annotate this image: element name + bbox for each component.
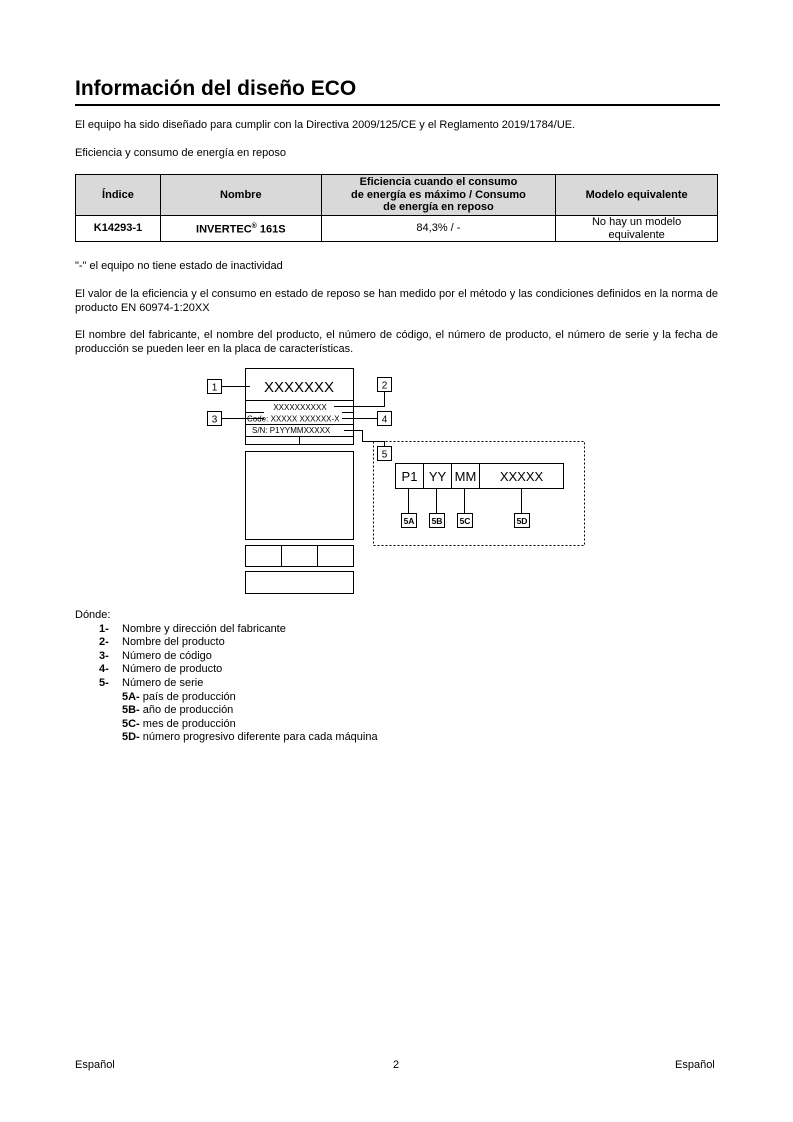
- legend-text: Número de producto: [122, 663, 223, 676]
- leader-5: [344, 431, 385, 447]
- cell-name-main: INVERTEC: [196, 223, 252, 236]
- footer-right: Español: [675, 1059, 715, 1071]
- footer-left: Español: [75, 1059, 115, 1071]
- plate-sn-text: S/N: P1YYMMXXXXX: [252, 426, 331, 435]
- legend-subcode: 5D-: [122, 731, 140, 744]
- serial-detail-frame: [374, 442, 585, 546]
- list-item: [75, 649, 212, 664]
- legend-subtext: mes de producción: [139, 717, 236, 730]
- serial-cell-yy: YY: [428, 469, 447, 484]
- section-subtitle: Eficiencia y consumo de energía en reposo: [75, 147, 286, 159]
- callout-label-4: 4: [381, 414, 388, 426]
- callout-label-1: 1: [211, 382, 218, 394]
- tag-label-5c: 5C: [459, 516, 471, 526]
- plate-bottom-box: [246, 572, 354, 594]
- legend-subcode: 5C-: [122, 717, 140, 730]
- plate-middle-box: [246, 452, 354, 540]
- legend-subtext: país de producción: [139, 690, 236, 703]
- legend-num: 4-: [99, 663, 109, 676]
- list-subitem: [75, 717, 236, 732]
- cell-index: K14293-1: [76, 216, 161, 242]
- legend-num: 5-: [99, 676, 109, 689]
- tag-label-5b: 5B: [431, 516, 443, 526]
- serial-cell-p1: P1: [401, 469, 418, 484]
- measurement-paragraph: El valor de la eficiencia y el consumo en estado de reposo se han medido por el método y las condiciones definidos en la norma de producto EN 60974-1:20XX: [75, 288, 718, 314]
- list-item: [75, 636, 225, 650]
- legend-subtext: año de producción: [139, 704, 234, 717]
- list-item: [75, 676, 204, 691]
- legend-heading: Dónde:: [75, 609, 111, 621]
- list-subitem: [75, 731, 378, 745]
- list-item: [75, 663, 223, 677]
- callout-label-5: 5: [381, 449, 388, 461]
- legend-subcode: 5A-: [122, 690, 140, 703]
- header-index: Índice: [76, 175, 161, 216]
- serial-cell-xxxxx: XXXXX: [499, 469, 544, 484]
- legend-text: Nombre del producto: [122, 636, 225, 649]
- header-efficiency-line3: de energía en reposo: [383, 201, 494, 214]
- legend-text: Número de serie: [122, 676, 204, 689]
- plate-paragraph: El nombre del fabricante, el nombre del producto, el número de código, el número de producto, el número de serie y la fecha de producción se pueden leer en la placa de características.: [75, 329, 718, 355]
- legend: [75, 609, 378, 745]
- serial-cell-mm: MM: [454, 469, 477, 484]
- plate-line1-text: XXXXXXXXXX: [273, 403, 327, 412]
- cell-model-line1: No hay un modelo: [591, 216, 682, 228]
- header-model: Modelo equivalente: [556, 175, 718, 216]
- header-efficiency-line1: Eficiencia cuando el consumo: [359, 176, 518, 189]
- cell-efficiency: 84,3% / -: [321, 216, 556, 242]
- list-subitem: [75, 690, 236, 705]
- legend-text: Número de código: [122, 649, 212, 662]
- legend-subtext: número progresivo diferente para cada máquina: [139, 731, 378, 744]
- callout-label-3: 3: [211, 414, 218, 426]
- cell-name-sup: ®: [251, 222, 257, 230]
- header-name: Nombre: [160, 175, 321, 216]
- legend-text: Nombre y dirección del fabricante: [122, 622, 286, 635]
- leader-2: [334, 392, 385, 407]
- list-item: [75, 622, 286, 637]
- callout-label-2: 2: [381, 380, 388, 392]
- list-subitem: [75, 704, 234, 718]
- legend-subcode: 5B-: [122, 704, 140, 717]
- tag-label-5a: 5A: [403, 516, 415, 526]
- cell-model-line2: equivalente: [608, 228, 665, 241]
- page-title: Información del diseño ECO: [75, 76, 720, 106]
- plate-lower-box: [246, 546, 354, 567]
- legend-num: 3-: [99, 649, 109, 662]
- inactivity-note: "-" el equipo no tiene estado de inactividad: [75, 260, 283, 272]
- plate-title-text: XXXXXXX: [263, 379, 335, 396]
- legend-num: 2-: [99, 636, 109, 649]
- legend-num: 1-: [99, 622, 109, 635]
- intro-text: El equipo ha sido diseñado para cumplir con la Directiva 2009/125/CE y el Reglamento 2019/1784/UE.: [75, 119, 576, 131]
- cell-name-suffix: 161S: [256, 223, 286, 236]
- page-number: 2: [393, 1059, 400, 1071]
- tag-label-5d: 5D: [516, 516, 528, 526]
- plate-code-text: Code: XXXXX XXXXXX-X: [247, 414, 340, 424]
- header-efficiency-line2: de energía es máximo / Consumo: [351, 188, 526, 201]
